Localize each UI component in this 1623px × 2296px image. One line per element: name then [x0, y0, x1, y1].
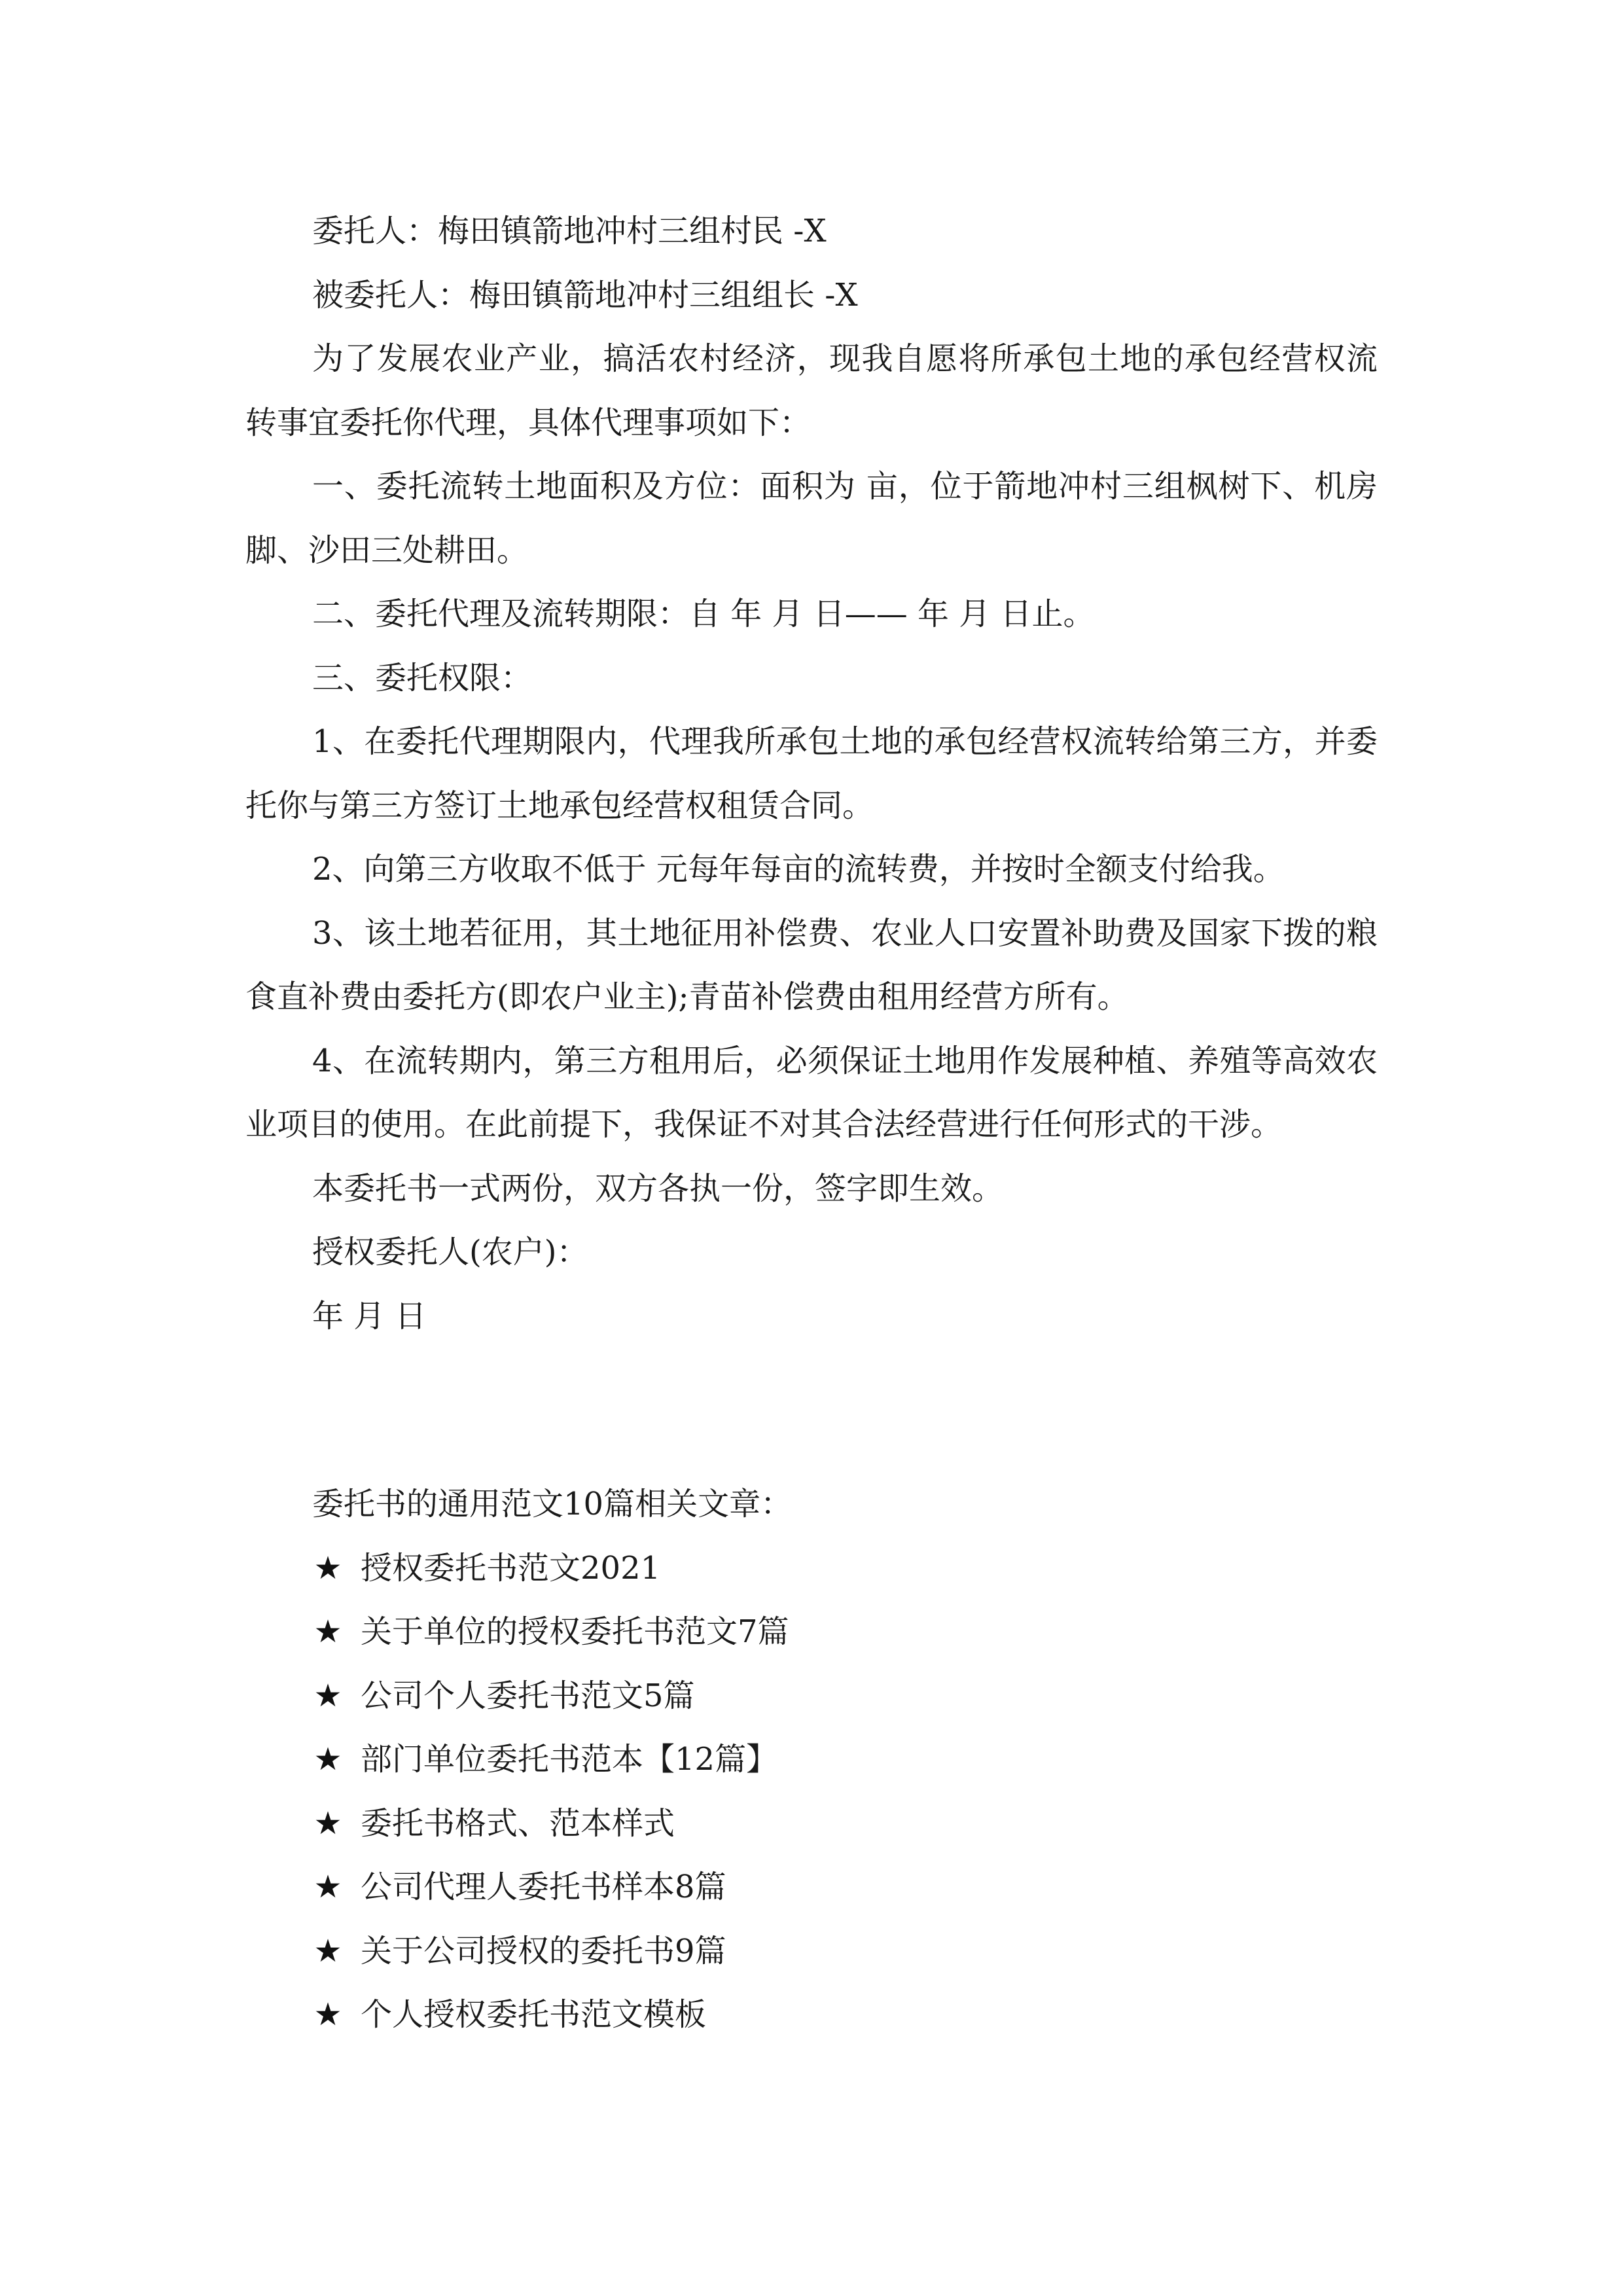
agent-line: 被委托人：梅田镇箭地冲村三组组长 -X — [312, 276, 858, 314]
clause-term: 二、委托代理及流转期限：自 年 月 日—— 年 月 日止。 — [312, 596, 1095, 632]
letter-body — [245, 200, 1378, 1348]
principal-line: 委托人：梅田镇箭地冲村三组村民 -X — [312, 213, 827, 249]
related-article-title[interactable]: 公司个人委托书范文5篇 — [361, 1677, 695, 1714]
clause-authority-heading: 三、委托权限： — [312, 659, 533, 696]
authority-item-4: 4、在流转期内，第三方租用后，必须保证土地用作发展种植、养殖等高效农业项目的使用。在此前提下，我保证不对其合法经营进行任何形式的干涉。 — [245, 1042, 1378, 1143]
star-icon: ★ — [313, 1549, 342, 1587]
clause-area-location: 一、委托流转土地面积及方位：面积为 亩，位于箭地冲村三组枫树下、机房脚、沙田三处耕田。 — [245, 468, 1378, 569]
related-article-link[interactable] — [245, 1983, 1378, 2047]
authority-item-3: 3、该土地若征用，其土地征用补偿费、农业人口安置补助费及国家下拨的粮食直补费由委托方(即农户业主);青苗补偿费由租用经营方所有。 — [245, 914, 1378, 1015]
related-articles-list — [245, 1537, 1378, 2047]
star-icon: ★ — [313, 1996, 342, 2033]
copies-statement: 本委托书一式两份，双方各执一份，签字即生效。 — [312, 1170, 1004, 1207]
signature-label: 授权委托人(农户)： — [312, 1234, 588, 1270]
related-articles — [245, 1473, 1378, 2047]
date-line: 年 月 日 — [312, 1297, 427, 1335]
related-article-title[interactable]: 授权委托书范文2021 — [361, 1549, 661, 1587]
related-articles-heading: 委托书的通用范文10篇相关文章： — [312, 1486, 793, 1522]
star-icon: ★ — [313, 1932, 342, 1969]
star-icon: ★ — [313, 1613, 342, 1650]
related-article-title[interactable]: 部门单位委托书范本【12篇】 — [361, 1741, 778, 1778]
authority-item-1: 1、在委托代理期限内，代理我所承包土地的承包经营权流转给第三方，并委托你与第三方签订土地承包经营权租赁合同。 — [245, 723, 1378, 824]
related-article-title[interactable]: 委托书格式、范本样式 — [361, 1804, 675, 1842]
related-article-title[interactable]: 公司代理人委托书样本8篇 — [361, 1869, 726, 1905]
related-article-link[interactable] — [245, 1920, 1378, 1984]
star-icon: ★ — [313, 1677, 342, 1714]
related-article-link[interactable] — [245, 1856, 1378, 1920]
related-article-link[interactable] — [245, 1792, 1378, 1856]
related-article-link[interactable] — [245, 1664, 1378, 1729]
related-article-title[interactable]: 关于公司授权的委托书9篇 — [361, 1932, 726, 1969]
related-article-title[interactable]: 个人授权委托书范文模板 — [361, 1996, 707, 2033]
star-icon: ★ — [313, 1804, 342, 1842]
intro-paragraph: 为了发展农业产业，搞活农村经济，现我自愿将所承包土地的承包经营权流转事宜委托你代理，具体代理事项如下： — [245, 340, 1378, 441]
related-article-link[interactable] — [245, 1728, 1378, 1792]
related-article-link[interactable] — [245, 1600, 1378, 1664]
star-icon: ★ — [313, 1741, 342, 1778]
related-article-title[interactable]: 关于单位的授权委托书范文7篇 — [361, 1613, 789, 1650]
related-article-link[interactable] — [245, 1537, 1378, 1601]
authority-item-2: 2、向第三方收取不低于 元每年每亩的流转费，并按时全额支付给我。 — [312, 851, 1285, 888]
star-icon: ★ — [313, 1869, 342, 1905]
